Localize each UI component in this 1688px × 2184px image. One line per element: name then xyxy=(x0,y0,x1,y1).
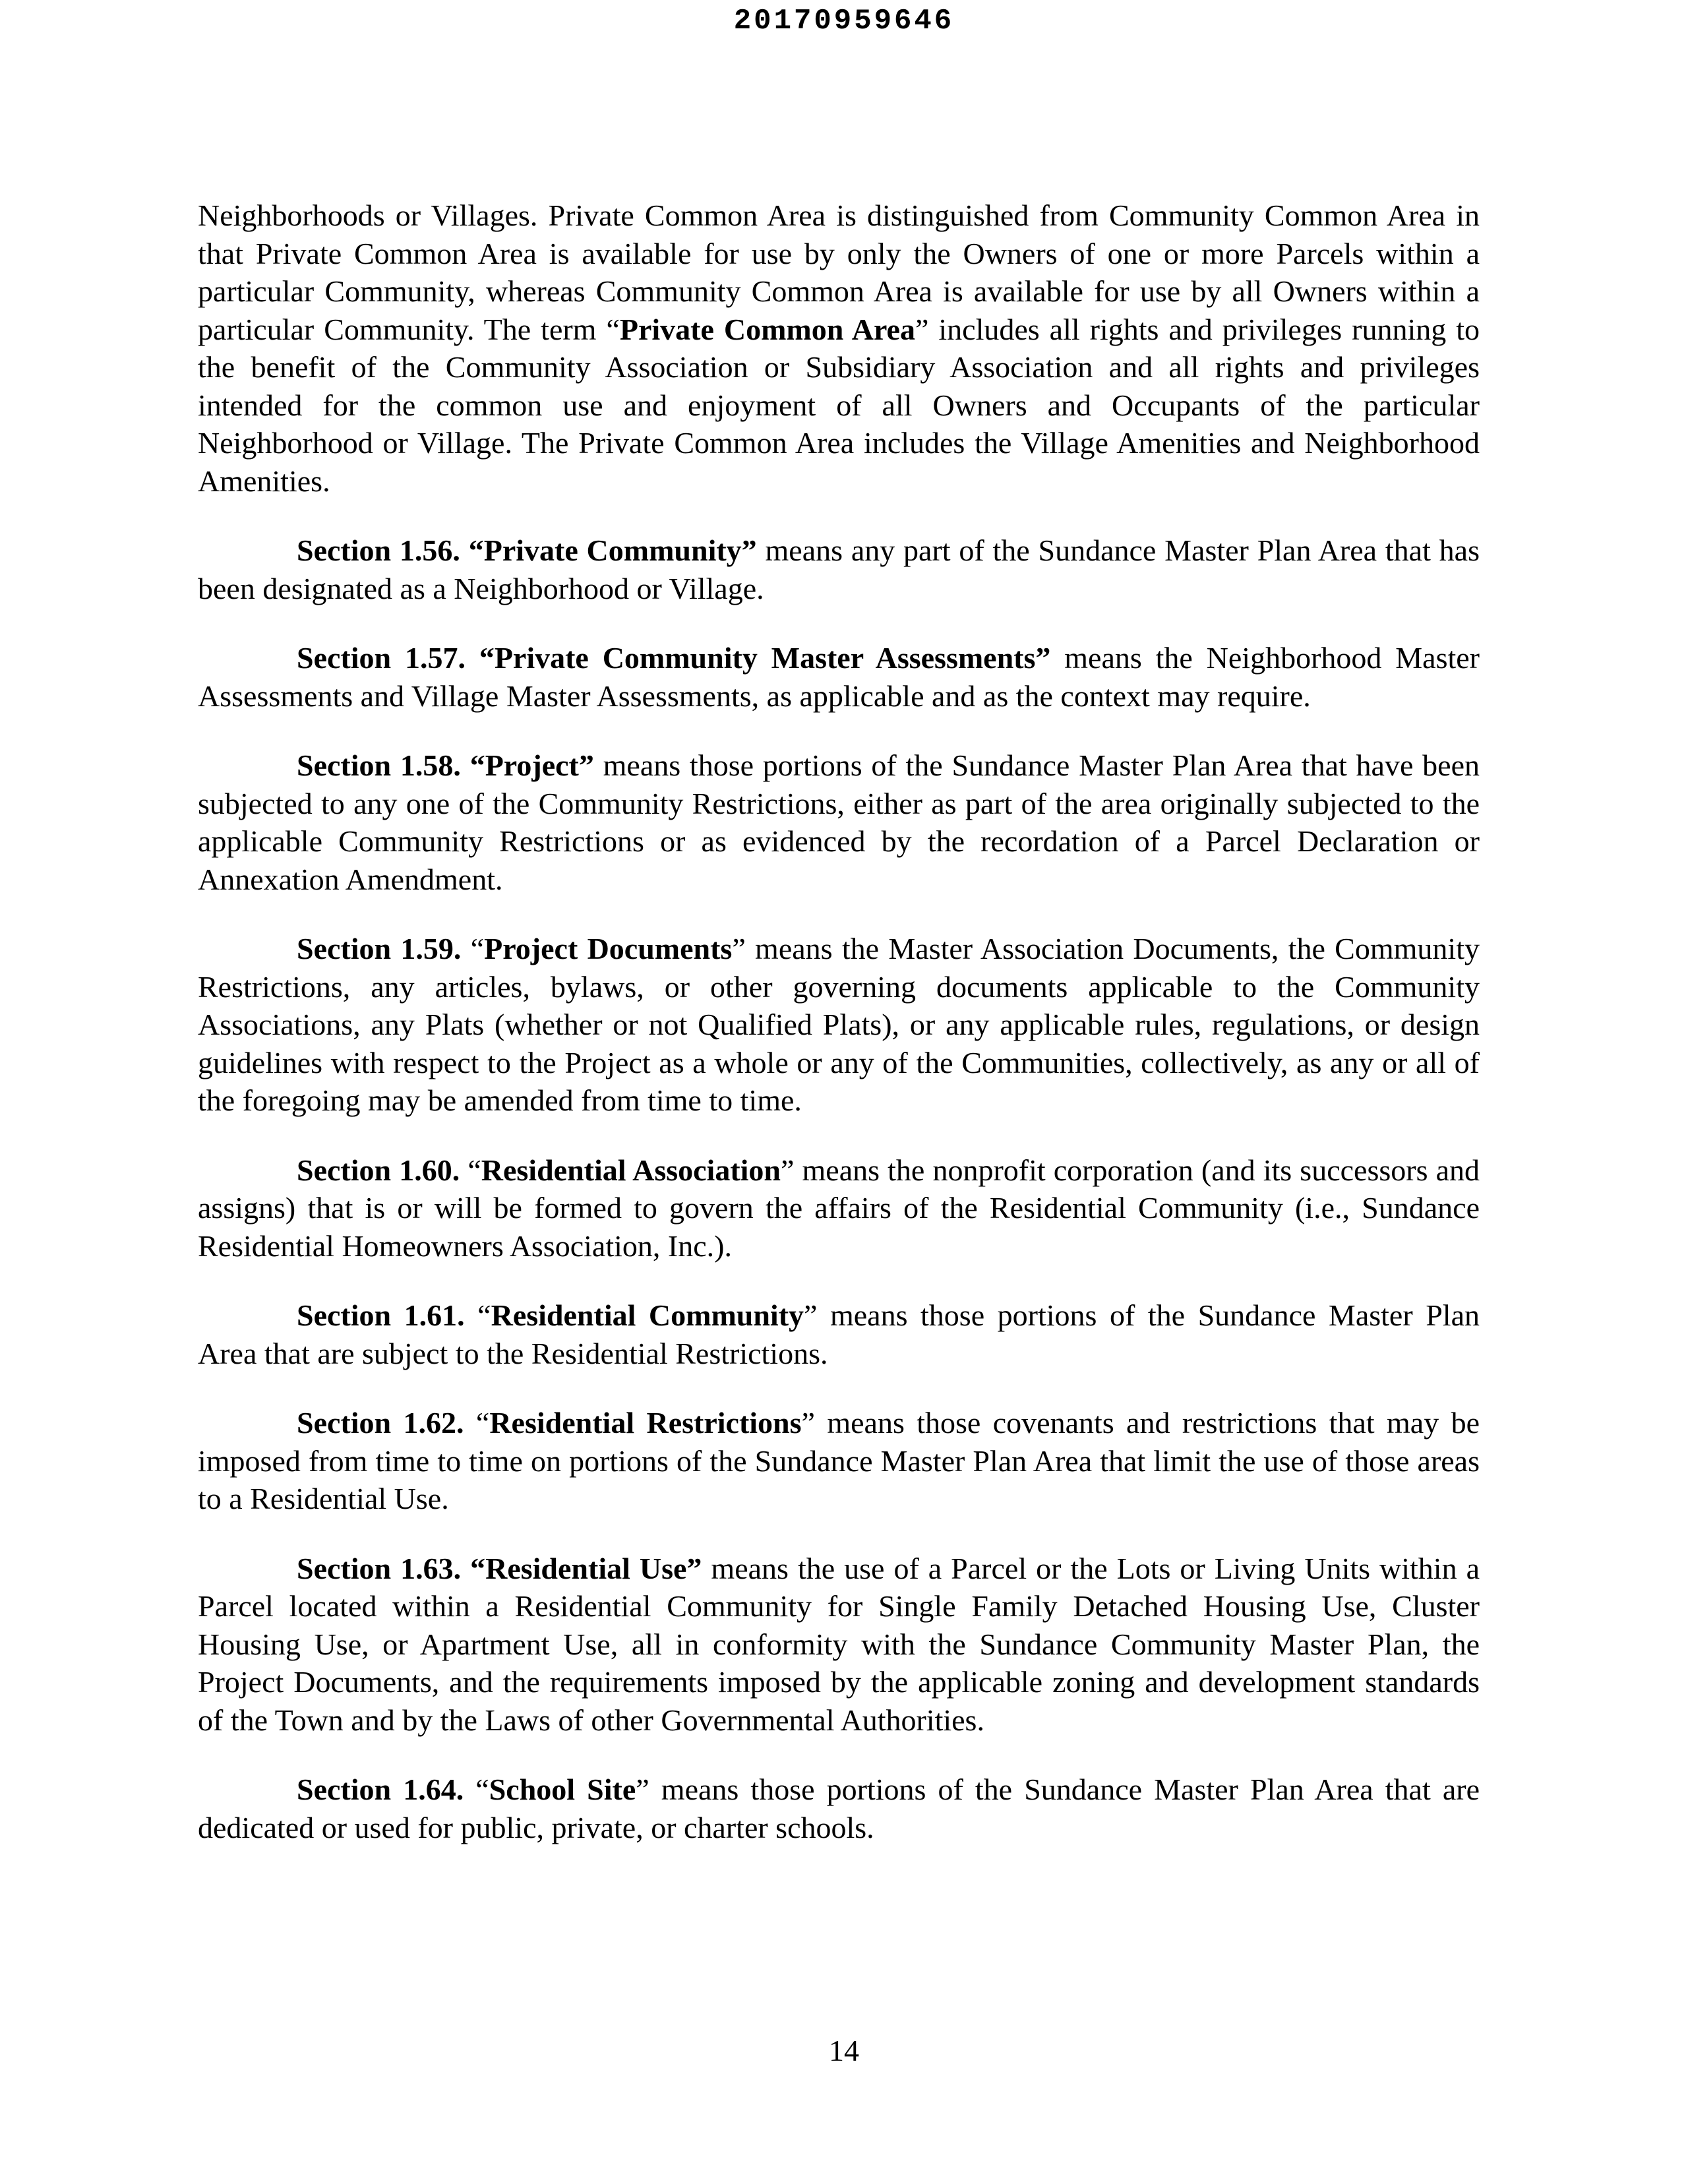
section-number: Section 1.58. xyxy=(297,748,461,782)
document-body xyxy=(198,197,1480,1878)
defined-term: “Project” xyxy=(469,748,594,782)
paragraph-text: Neighborhoods or Villages. Private Common Area is distinguished from Community Common Area in that Private Common Area is available for use by only the Owners of one or more Parcels within a particular Community, whereas Community Common Area is available for use by all Owners within a particular Community. The term “ xyxy=(198,198,1480,346)
definition-text: means the Neighborhood Master Assessments and Village Master Assessments, as applicable and as the context may require. xyxy=(198,641,1480,713)
defined-term: Residential Restrictions xyxy=(489,1406,802,1440)
definition-text: means any part of the Sundance Master Plan Area that has been designated as a Neighborhood or Village. xyxy=(198,533,1480,605)
section-number: Section 1.60. xyxy=(297,1153,460,1187)
continuation-paragraph xyxy=(198,197,1480,500)
section-1-57 xyxy=(198,639,1480,715)
definition-text: ” means those portions of the Sundance Master Plan Area that are dedicated or used for public, private, or charter schools. xyxy=(198,1773,1480,1844)
defined-term: Private Common Area xyxy=(619,312,915,346)
section-number: Section 1.57. xyxy=(297,641,466,675)
section-number: Section 1.59. xyxy=(297,932,462,965)
section-1-64: Section 1.64. “School Site” means those portions of the Sundance Master Plan Area that are dedicated or used for public, private, or charter schools. xyxy=(198,1773,1480,1844)
section-number: Section 1.61. xyxy=(297,1298,465,1332)
definition-text: ” means the nonprofit corporation (and its successors and assigns) that is or will be formed to govern the affairs of the Residential Community (i.e., Sundance Residential Homeowners Association, Inc.). xyxy=(198,1153,1480,1263)
section-1-58 xyxy=(198,746,1480,898)
section-1-62: Section 1.62. “Residential Restrictions” means those covenants and restrictions that may be imposed from time to time on portions of the Sundance Master Plan Area that limit the use of those areas to a Residential Use. xyxy=(198,1406,1480,1515)
document-number: 20170959646 xyxy=(733,5,955,38)
section-number: Section 1.63. xyxy=(297,1551,462,1585)
section-number: Section 1.62. xyxy=(297,1406,464,1440)
defined-term: “Private Community” xyxy=(468,533,757,567)
definition-text: ” means the Master Association Documents, the Community Restrictions, any articles, bylaws, or other governing documents applicable to the Community Associations, any Plats (whether or not Qualified Plats), or any applicable rules, regulations, or design guidelines with respect to the Project as a whole or any of the Communities, collectively, as any or all of the foregoing may be amended from time to time. xyxy=(198,932,1480,1117)
section-1-56 xyxy=(198,531,1480,607)
page-number: 14 xyxy=(829,2034,859,2067)
section-1-61: Section 1.61. “Residential Community” means those portions of the Sundance Master Plan Area that are subject to the Residential Restrictions. xyxy=(198,1298,1480,1370)
definition-text: ” means those covenants and restrictions that may be imposed from time to time on portions of the Sundance Master Plan Area that limit the use of those areas to a Residential Use. xyxy=(198,1406,1480,1515)
definition-text: ” means those portions of the Sundance Master Plan Area that are subject to the Residential Restrictions. xyxy=(198,1298,1480,1370)
paragraph-text: ” includes all rights and privileges running to the benefit of the Community Association or Subsidiary Association and all rights and privileges intended for the common use and enjoyment of all Owners and Occupants of the particular Neighborhood or Village. The Private Common Area includes the Village Amenities and Neighborhood Amenities. xyxy=(198,312,1480,498)
definition-text: means those portions of the Sundance Master Plan Area that have been subjected to any one of the Community Restrictions, either as part of the area originally subjected to the applicable Community Restrictions or as evidenced by the recordation of a Parcel Declaration or Annexation Amendment. xyxy=(198,748,1480,896)
section-1-63 xyxy=(198,1550,1480,1740)
defined-term: School Site xyxy=(489,1773,636,1806)
defined-term: Residential Community xyxy=(491,1298,804,1332)
section-1-60: Section 1.60. “Residential Association” means the nonprofit corporation (and its successors and assigns) that is or will be formed to govern the affairs of the Residential Community (i.e., Sundance Residential Homeowners Association, Inc.). xyxy=(198,1153,1480,1263)
defined-term: Residential Association xyxy=(481,1153,781,1187)
defined-term: Project Documents xyxy=(484,932,733,965)
section-number: Section 1.56. xyxy=(297,533,460,567)
definition-text: means the use of a Parcel or the Lots or Living Units within a Parcel located within a Residential Community for Single Family Detached Housing Use, Cluster Housing Use, or Apartment Use, all in conformity with the Sundance Community Master Plan, the Project Documents, and the requirements imposed by the applicable zoning and development standards of the Town and by the Laws of other Governmental Authorities. xyxy=(198,1551,1480,1737)
defined-term: “Private Community Master Assessments” xyxy=(479,641,1051,675)
section-1-59: Section 1.59. “Project Documents” means the Master Association Documents, the Community Restrictions, any articles, bylaws, or other governing documents applicable to the Community Associations, any Plats (whether or not Qualified Plats), or any applicable rules, regulations, or design guidelines with respect to the Project as a whole or any of the Communities, collectively, as any or all of the foregoing may be amended from time to time. xyxy=(198,932,1480,1117)
defined-term: “Residential Use” xyxy=(470,1551,702,1585)
section-number: Section 1.64. xyxy=(297,1773,464,1806)
